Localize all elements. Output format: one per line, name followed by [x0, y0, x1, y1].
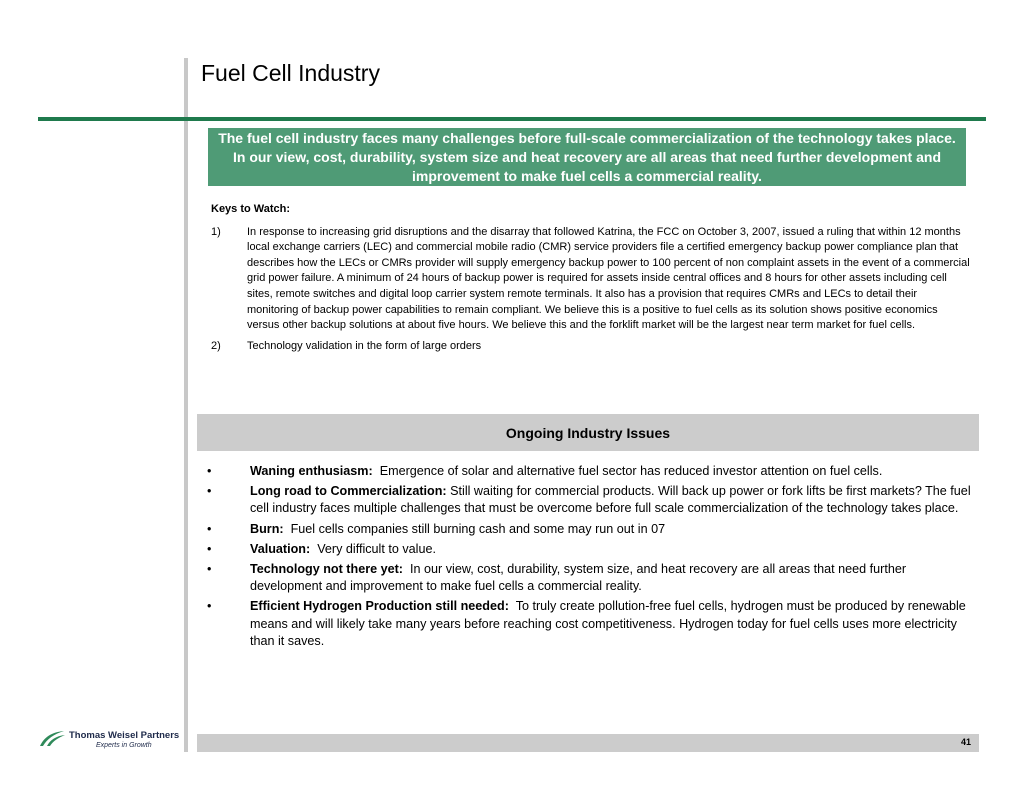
bullet-icon: • [207, 484, 212, 499]
title-underline [38, 117, 986, 121]
bullet-icon: • [207, 521, 212, 536]
issue-text: Still waiting for commercial products. Will back up power or fork lifts be first markets? The fuel cell industry faces multiple challenges that must be overcome before full scale commercialization of the technology takes place. [250, 484, 971, 516]
key-item-number: 2) [211, 339, 221, 352]
list-item [207, 561, 977, 595]
logo-tagline: Experts in Growth [96, 742, 152, 749]
list-item [207, 541, 977, 558]
key-item-text: In response to increasing grid disruptions and the disarray that followed Katrina, the FCC on October 3, 2007, issued a ruling that within 12 months local exchange carriers (LEC) and commercial mobile radio (CMR) service providers file a certified emergency backup power compliance plan that describes how the LECs or CMRs provider will supply emergency backup power to 100 percent of non complaint assets in the event of a commercial grid power failure. A minimum of 24 hours of backup power is required for assets inside central offices and 8 hours for other assets including cell sites, remote switches and digital loop carrier system remote terminals. It also has a provision that requires CMRs and LECs to detail their monitoring of backup power capabilities to remain compliant. We believe this is a positive to fuel cells as its solution shows positive economics versus other backup solutions at about five hours. We believe this and the forklift market will be the largest near term market for fuel cells. [247, 225, 970, 332]
ongoing-issues-heading [197, 414, 979, 451]
keys-to-watch-section [211, 202, 971, 359]
bullet-icon: • [207, 599, 212, 614]
swoosh-logo-icon [38, 728, 66, 748]
list-item [207, 463, 977, 480]
issue-text: Fuel cells companies still burning cash and some may run out in 07 [290, 521, 666, 536]
page-number: 41 [960, 737, 971, 747]
issue-text: Emergence of solar and alternative fuel sector has reduced investor attention on fuel cells. [379, 464, 883, 478]
logo-company-name: Thomas Weisel Partners [69, 730, 180, 741]
bullet-icon: • [207, 464, 212, 478]
bullet-icon: • [207, 562, 212, 577]
company-logo [38, 727, 183, 753]
key-item-number: 1) [211, 225, 221, 238]
key-item-text: Technology validation in the form of large orders [247, 339, 482, 352]
slide-title: Fuel Cell Industry [201, 60, 380, 86]
issue-text: In our view, cost, durability, system size, and heat recovery are all areas that need further development and improvement to make fuel cells a commercial reality. [250, 562, 907, 594]
bullet-icon: • [207, 541, 212, 556]
list-item [207, 483, 977, 517]
issue-text: Very difficult to value. [317, 541, 436, 556]
issue-text: To truly create pollution-free fuel cells, hydrogen must be produced by renewable means and will likely take many years before reaching cost competitiveness. Hydrogen today for fuel cells uses more electricity than it saves. [250, 599, 966, 648]
issue-label: Technology not there yet: [250, 562, 404, 577]
footer-bar [197, 734, 979, 752]
issue-label: Burn: [250, 521, 284, 536]
keys-to-watch-title: Keys to Watch: [211, 203, 291, 215]
summary-callout [208, 128, 966, 186]
list-item [207, 521, 977, 538]
list-item [207, 598, 977, 650]
key-item [211, 339, 971, 355]
left-vertical-divider [184, 58, 188, 752]
issue-label: Valuation: [250, 541, 311, 556]
issue-label: Long road to Commercialization: [250, 484, 447, 499]
key-item [211, 225, 971, 334]
issues-list [207, 463, 977, 653]
summary-callout-text: The fuel cell industry faces many challenges before full-scale commercialization of the technology takes place. In our view, cost, durability, system size and heat recovery are all areas that need further development and improvement to make fuel cells a commercial reality. [218, 129, 956, 184]
ongoing-issues-heading-text: Ongoing Industry Issues [505, 424, 671, 441]
issue-label: Waning enthusiasm: [250, 464, 373, 478]
issue-label: Efficient Hydrogen Production still needed: [250, 599, 509, 614]
